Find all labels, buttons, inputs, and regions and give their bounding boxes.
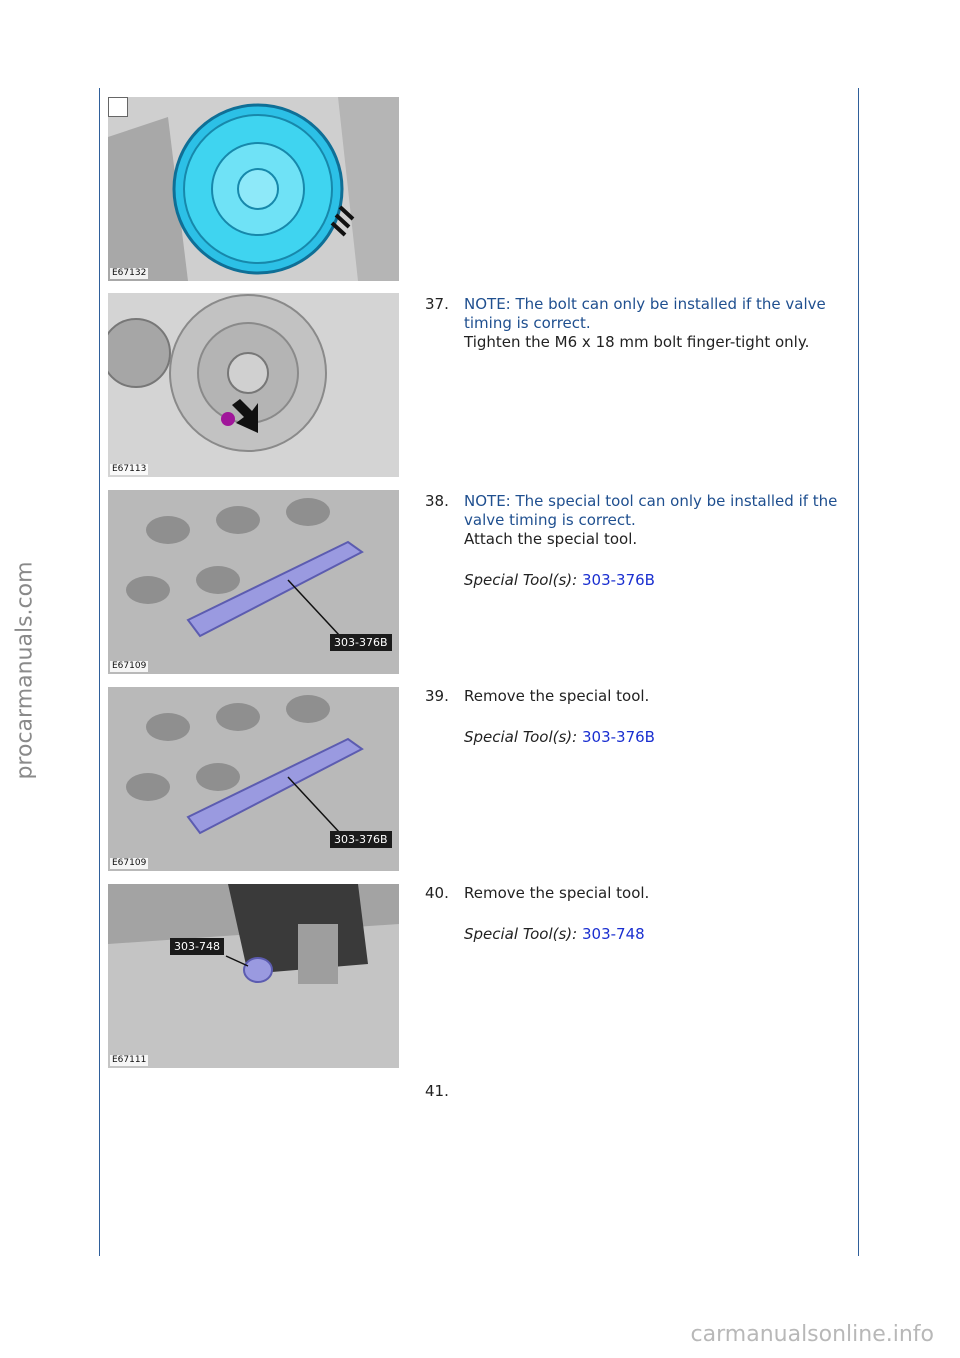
figure-code: E67113 [112, 464, 147, 474]
figure-special-tool-attach[interactable] [108, 490, 399, 674]
step-note: NOTE: The special tool can only be installed if the valve timing is correct. [464, 492, 838, 529]
step-number: 38. [425, 492, 449, 510]
tool-callout: 303-376B [330, 634, 392, 651]
step-37 [425, 295, 845, 352]
figure-timing-peg-tool[interactable] [108, 884, 399, 1068]
step-body [464, 884, 845, 944]
left-margin-rule [99, 88, 100, 1256]
special-tools-line [464, 571, 845, 590]
step-40 [425, 884, 845, 944]
step-instruction: Tighten the M6 x 18 mm bolt finger-tight only. [464, 333, 810, 351]
step-body [464, 687, 845, 747]
step-instruction: Attach the special tool. [464, 530, 638, 548]
step-number: 40. [425, 884, 449, 902]
tool-callout: 303-748 [170, 938, 224, 955]
special-tools-label: Special Tool(s): [464, 925, 578, 943]
special-tool-link[interactable]: 303-748 [582, 925, 645, 943]
pulley-illustration [108, 97, 399, 281]
step-number: 41. [425, 1082, 449, 1100]
tool-callout: 303-376B [330, 831, 392, 848]
step-instruction: Remove the special tool. [464, 884, 650, 902]
figure-crankshaft-pulley[interactable] [108, 97, 399, 281]
special-tools-label: Special Tool(s): [464, 728, 578, 746]
engine-block-illustration [108, 884, 399, 1068]
special-tools-line [464, 925, 845, 944]
step-39 [425, 687, 845, 747]
special-tool-link[interactable]: 303-376B [582, 728, 655, 746]
figure-bolt-install[interactable] [108, 293, 399, 477]
zoom-icon[interactable] [108, 97, 128, 117]
step-note: NOTE: The bolt can only be installed if the valve timing is correct. [464, 295, 826, 332]
step-number: 39. [425, 687, 449, 705]
step-instruction: Remove the special tool. [464, 687, 650, 705]
right-margin-rule [858, 88, 859, 1256]
bottom-watermark: carmanualsonline.info [690, 1322, 934, 1347]
step-number: 37. [425, 295, 449, 313]
step-body [464, 492, 845, 590]
special-tools-label: Special Tool(s): [464, 571, 578, 589]
special-tools-line [464, 728, 845, 747]
special-tool-link[interactable]: 303-376B [582, 571, 655, 589]
step-body [464, 295, 845, 352]
figure-code: E67111 [112, 1055, 147, 1065]
figure-code: E67132 [112, 268, 147, 278]
figure-code: E67109 [112, 661, 147, 671]
step-38 [425, 492, 845, 590]
figure-code: E67109 [112, 858, 147, 868]
figure-special-tool-remove[interactable] [108, 687, 399, 871]
bolt-illustration [108, 293, 399, 477]
side-watermark: procarmanuals.com [12, 560, 38, 780]
